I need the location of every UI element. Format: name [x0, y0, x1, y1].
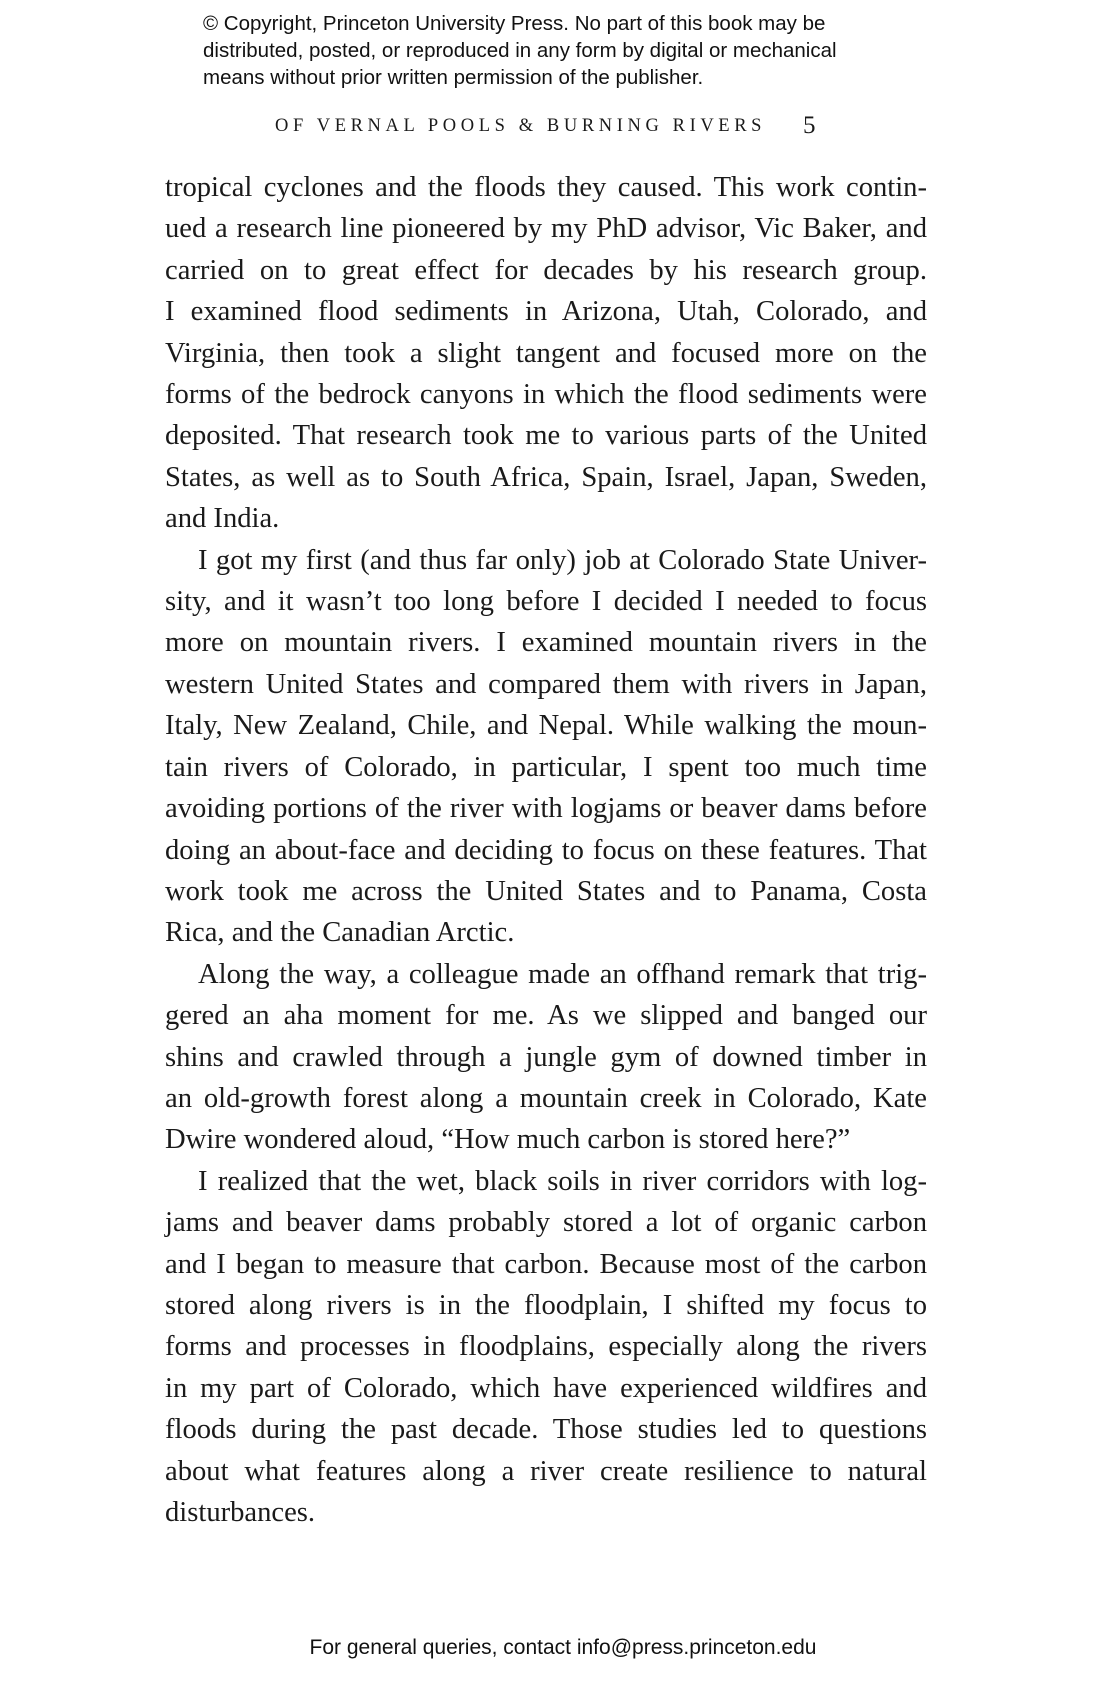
text-line: I examined flood sediments in Arizona, Utah, Colorado, and [165, 296, 927, 328]
text-line: and India. [165, 503, 280, 535]
paragraph [165, 954, 927, 1161]
text-line: about what features along a river create resilience to natural [165, 1455, 927, 1487]
copyright-notice [203, 10, 923, 91]
text-line: States, as well as to South Africa, Spain, Israel, Japan, Sweden, [165, 461, 927, 493]
text-line: forms of the bedrock canyons in which the flood sediments were [165, 379, 927, 411]
text-line: Virginia, then took a slight tangent and focused more on the [165, 337, 927, 369]
footer-contact: For general queries, contact info@press.princeton.edu [309, 1636, 817, 1659]
text-line: gered an aha moment for me. As we slipped and banged our [165, 1000, 927, 1032]
text-line: doing an about-face and deciding to focus on these features. That [165, 834, 927, 866]
text-line: work took me across the United States and to Panama, Costa [165, 875, 927, 907]
text-line: floods during the past decade. Those studies led to questions [165, 1414, 927, 1446]
copyright-line: © Copyright, Princeton University Press. No part of this book may be [203, 12, 826, 35]
text-line: Along the way, a colleague made an offhand remark that trig- [198, 958, 927, 990]
text-line: in my part of Colorado, which have experienced wildfires and [165, 1372, 927, 1404]
text-line: disturbances. [165, 1497, 316, 1528]
text-line: an old-growth forest along a mountain creek in Colorado, Kate [165, 1082, 927, 1114]
text-line: more on mountain rivers. I examined mountain rivers in the [165, 627, 927, 659]
text-line: tain rivers of Colorado, in particular, I spent too much time [165, 751, 927, 783]
copyright-line: distributed, posted, or reproduced in any form by digital or mechanical [203, 39, 837, 62]
text-line: stored along rivers is in the floodplain, I shifted my focus to [165, 1289, 927, 1321]
paragraph [165, 1161, 927, 1534]
copyright-line: means without prior written permission of the publisher. [203, 66, 704, 89]
text-line: Dwire wondered aloud, “How much carbon is stored here?” [165, 1124, 851, 1156]
text-line: avoiding portions of the river with logjams or beaver dams before [165, 793, 927, 825]
text-line: forms and processes in floodplains, especially along the rivers [165, 1331, 927, 1363]
text-line: ued a research line pioneered by my PhD advisor, Vic Baker, and [165, 213, 927, 245]
text-line: and I began to measure that carbon. Because most of the carbon [165, 1248, 927, 1280]
text-line: deposited. That research took me to various parts of the United [165, 420, 927, 452]
paragraph [165, 167, 927, 540]
text-line: I realized that the wet, black soils in river corridors with log- [198, 1165, 927, 1197]
text-line: jams and beaver dams probably stored a lot of organic carbon [165, 1207, 927, 1239]
text-line: tropical cyclones and the floods they caused. This work contin- [165, 172, 927, 203]
paragraph [165, 540, 927, 954]
running-head [0, 112, 1100, 142]
text-line: I got my first (and thus far only) job at Colorado State Univer- [198, 544, 927, 576]
text-line: Rica, and the Canadian Arctic. [165, 917, 515, 949]
text-line: sity, and it wasn’t too long before I decided I needed to focus [165, 586, 927, 618]
text-line: Italy, New Zealand, Chile, and Nepal. While walking the moun- [165, 710, 927, 742]
text-line: shins and crawled through a jungle gym of downed timber in [165, 1041, 927, 1073]
footer [0, 1636, 1100, 1660]
body-text [165, 167, 927, 1533]
text-line: carried on to great effect for decades by his research group. [165, 254, 927, 286]
page-number: 5 [803, 112, 816, 139]
running-head-title: OF VERNAL POOLS & BURNING RIVERS [275, 116, 767, 136]
text-line: western United States and compared them with rivers in Japan, [165, 668, 927, 700]
